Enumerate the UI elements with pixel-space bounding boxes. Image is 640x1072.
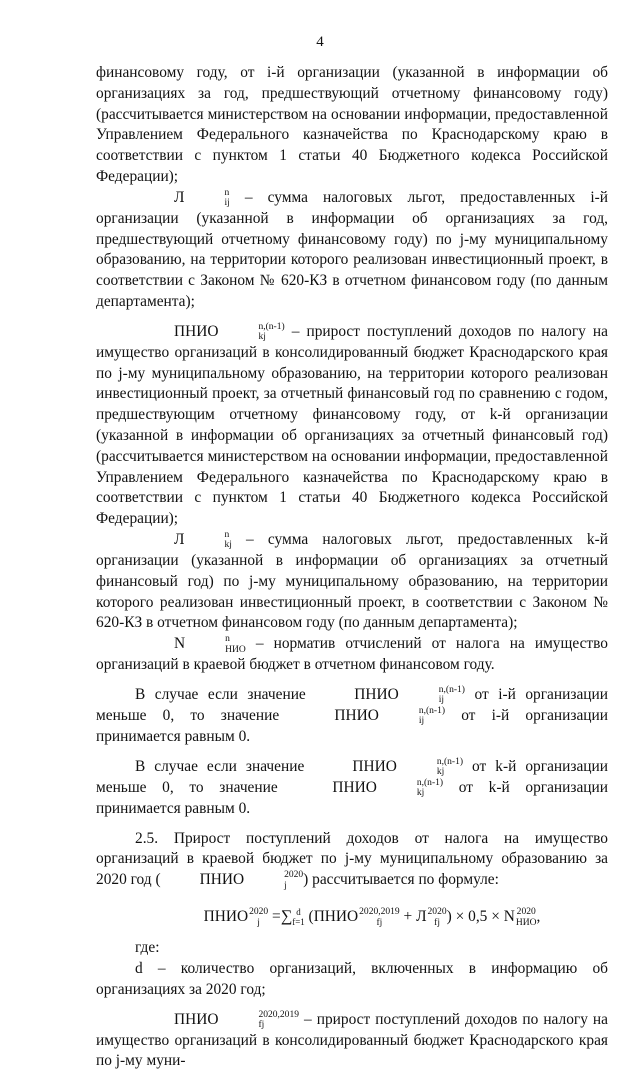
- paragraph-2-5: 2.5. Прирост поступлений доходов от налога на имущество организаций в краевой бюджет по j-му муниципальному образованию за 2020 год ( ПНИО 2020 j ) рассчитывается по формуле:: [96, 829, 608, 892]
- symbol-pnio-j-2020: ПНИО 2020 j: [161, 870, 304, 891]
- page-number: 4: [0, 32, 640, 53]
- paragraph-condition-k: В случае если значение ПНИО n,(n-1) kj от k-й организации меньше 0, то значение ПНИО n,(n-1) kj от k-й организации принимается равным 0.: [96, 757, 608, 820]
- paragraph-pnio-kj-definition: ПНИО n,(n-1) kj – прирост поступлений доходов по налогу на имущество организаций в консолидированный бюджет Краснодарского края по j-му муниципальному образованию, на территории которого реализован инвестиционный проект, за отчетный финансовый год по сравнению с годом, предшествующим отчетному финансовому году, от k-й организации (указанной в информации об организациях за отчетный финансовый год) (рассчитывается министерством на основании информации, предоставленной Управлением Федерального казначейства по Краснодарскому краю в соответствии с пунктом 1 статьи 40 Бюджетного кодекса Российской Федерации);: [96, 322, 608, 530]
- formula-equals: =: [272, 908, 281, 925]
- paragraph-continuation: финансовому году, от i-й организации (указанной в информации об организациях за год, предшествующий отчетному финансовому году) (рассчитывается министерством на основании информации, предоставленной Управлением Федерального казначейства по Краснодарскому краю в соответствии с пунктом 1 статьи 40 Бюджетного кодекса Российской Федерации);: [96, 63, 608, 188]
- paragraph-l-ij-definition: Л n ij – сумма налоговых льгот, предоставленных i-й организации (указанной в информации об организациях за год, предшествующий отчетному финансовому году) по j-му муниципальному образованию, на территории которого реализован инвестиционный проект, в соответствии с Законом № 620-КЗ в отчетном финансовом году (по данным департамента);: [96, 188, 608, 313]
- symbol-l-ij: Л n ij: [135, 188, 230, 209]
- formula-pnio-fj: ПНИО 2020,2019 fj: [314, 907, 400, 928]
- paragraph-n-nio-definition: N n НИО – норматив отчислений от налога на имущество организаций в краевой бюджет в отчетном финансовом году.: [96, 634, 608, 676]
- symbol-pnio-kj: ПНИО n,(n-1) kj: [135, 322, 285, 343]
- paragraph-condition-i: В случае если значение ПНИО n,(n-1) ij от i-й организации меньше 0, то значение ПНИО n,(n-1) ij от i-й организации принимается равным 0.: [96, 685, 608, 748]
- symbol-n-nio: N n НИО: [135, 634, 246, 655]
- symbol-pnio-fj: ПНИО 2020,2019 fj: [135, 1010, 299, 1031]
- symbol-pnio-ij: ПНИО n,(n-1) ij: [315, 685, 465, 706]
- formula-l-fj: Л 2020 fj: [416, 907, 447, 928]
- symbol-pnio-kj: ПНИО n,(n-1) kj: [313, 757, 463, 778]
- symbol-l-kj: Л n kj: [135, 530, 232, 551]
- document-body: [96, 63, 608, 1072]
- paragraph-d-definition: d – количество организаций, включенных в информацию об организациях за 2020 год;: [96, 959, 608, 1001]
- sum-sign: ∑: [281, 908, 293, 925]
- symbol-pnio-kj: ПНИО n,(n-1) kj: [293, 778, 443, 799]
- formula-lhs: ПНИО 2020 j: [204, 907, 269, 928]
- paragraph-where: где:: [96, 938, 608, 959]
- formula-n-nio: N 2020 НИО: [504, 907, 537, 928]
- sum-limits: d f=1: [292, 908, 304, 928]
- paragraph-l-kj-definition: Л n kj – сумма налоговых льгот, предоставленных k-й организации (указанной в информации об организациях за отчетный финансовый год) по j-му муниципальному образованию, на территории которого реализован инвестиционный проект, в соответствии с Законом № 620-КЗ в отчетном финансовом году (по данным департамента);: [96, 530, 608, 634]
- formula: ПНИО 2020 j =∑ d f=1 (ПНИО 2020,2019 fj + Л 2020 fj ) × 0,5 × N 2020 НИО ,: [96, 907, 608, 928]
- symbol-pnio-ij: ПНИО n,(n-1) ij: [295, 706, 445, 727]
- paragraph-pnio-fj-definition: ПНИО 2020,2019 fj – прирост поступлений доходов по налогу на имущество организаций в консолидированный бюджет Краснодарского края по j-му муни-: [96, 1010, 608, 1072]
